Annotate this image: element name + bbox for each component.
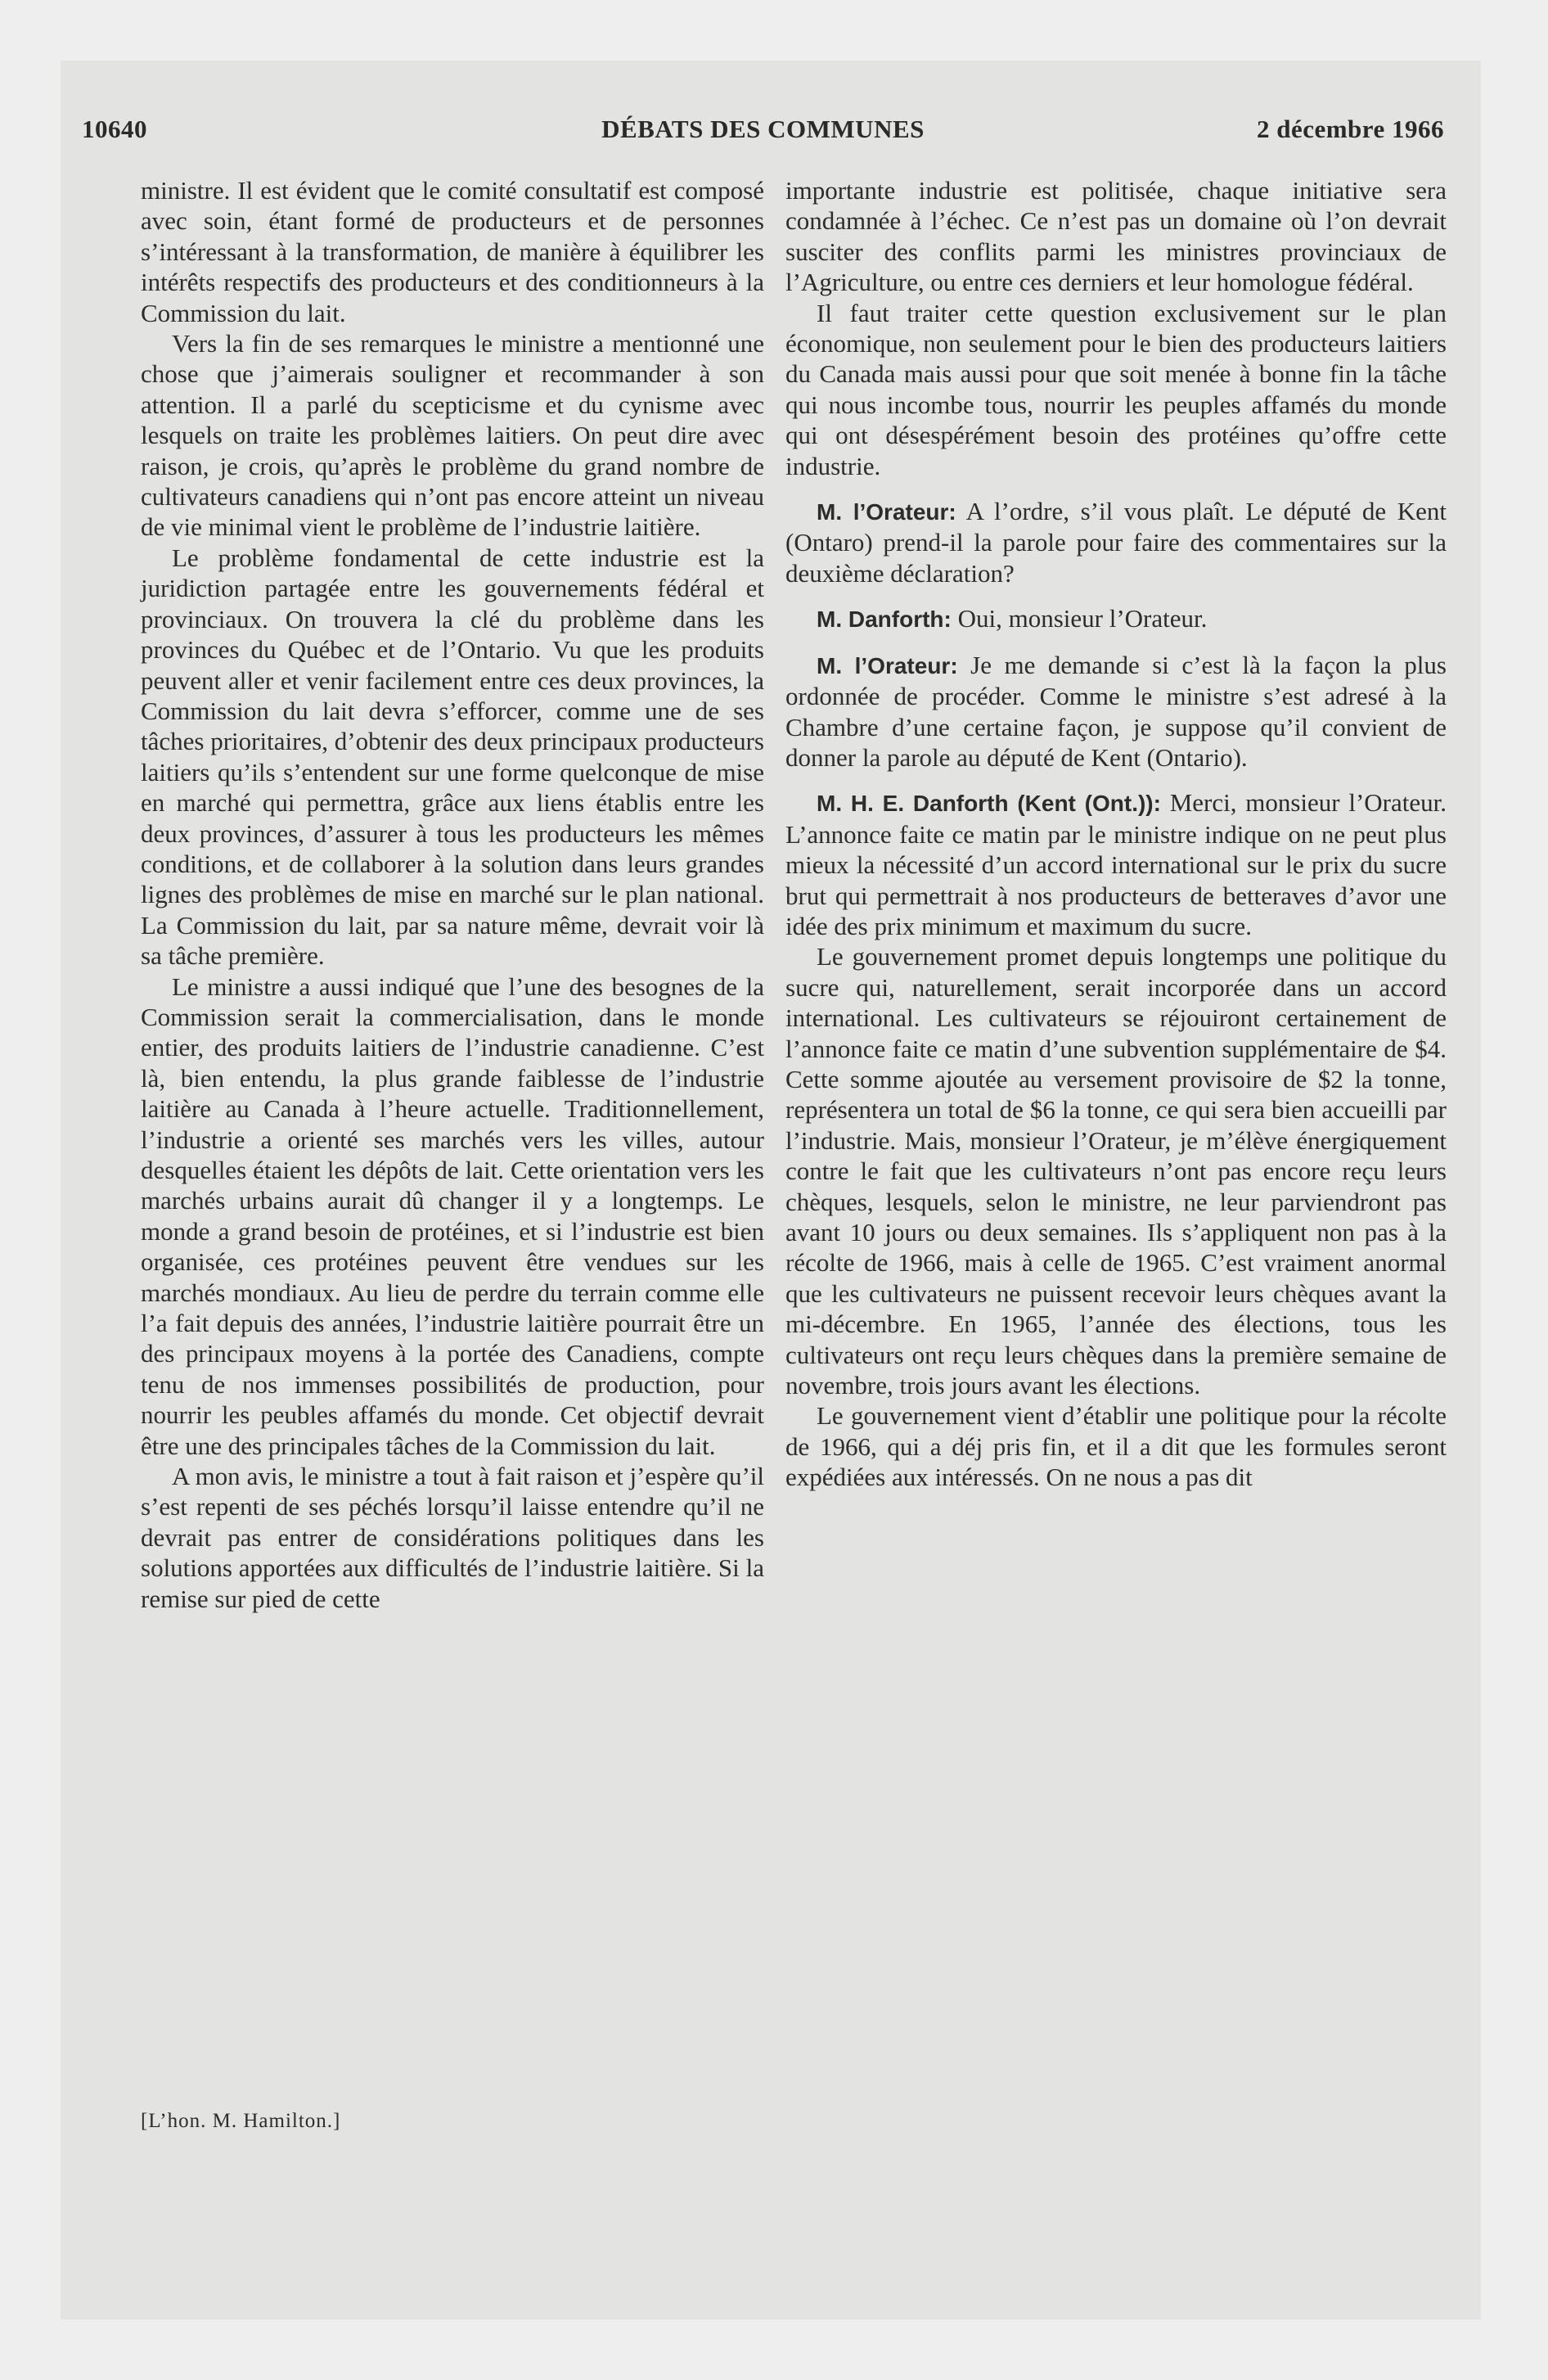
speech-paragraph bbox=[785, 650, 1447, 773]
page-date: 2 décembre 1966 bbox=[1256, 115, 1444, 143]
speech-text: A l’ordre, s’il vous plaît. Le député de Kent (Ontaro) prend-il la parole pour faire des commentaires sur la deuxième déclaration? bbox=[785, 497, 1447, 588]
speaker-name: M. Danforth: bbox=[817, 606, 952, 633]
paragraph: Le problème fondamental de cette industrie est la juridiction partagée entre les gouvernements fédéral et provinciaux. On trouvera la clé du problème dans les provinces du Québec et de l’Ontario. Vu que les produits peuvent aller et venir facilement entre ces deux provinces, la Commission du lait devra s’efforcer, comme une de ses tâches prioritaires, d’obtenir des deux principaux producteurs laitiers qu’ils s’entendent sur une forme quelconque de mise en marché qui permettra, grâce aux liens établis entre les deux provinces, d’assurer à tous les producteurs les mêmes conditions, et de collaborer à la solution dans leurs grandes lignes des problèmes de mise en marché sur le plan national. La Commission du lait, par sa nature même, devrait voir là sa tâche première. bbox=[141, 543, 764, 971]
page-number: 10640 bbox=[82, 115, 147, 143]
paragraph: ministre. Il est évident que le comité consultatif est composé avec soin, étant formé de producteurs et de personnes s’intéressant à la transformation, de manière à équilibrer les intérêts respectifs des producteurs et des conditionneurs à la Commission du lait. bbox=[141, 176, 764, 327]
paragraph: Vers la fin de ses remarques le ministre a mentionné une chose que j’aimerais souligner et recommander à son attention. Il a parlé du scepticisme et du cynisme avec lesquels on traite les problèmes laitiers. On peut dire avec raison, je crois, qu’après le problème du grand nombre de cultivateurs canadiens qui n’ont pas encore atteint un niveau de vie minimal vient le problème de l’industrie laitière. bbox=[141, 329, 764, 542]
speech-paragraph bbox=[785, 603, 1447, 634]
speech-text: Je me demande si c’est là la façon la plus ordonnée de procéder. Comme le ministre s’est adresé à la Chambre d’une certaine façon, je suppose qu’il convient de donner la parole au député de Kent (Ontario). bbox=[785, 650, 1447, 772]
publication-title: DÉBATS DES COMMUNES bbox=[601, 115, 925, 143]
paragraph: Le gouvernement promet depuis longtemps une politique du sucre qui, naturellement, serait incorporée dans un accord international. Les cultivateurs se réjouiront certainement de l’annonce faite ce matin d’une subvention supplémentaire de $4. Cette somme ajoutée au versement provisoire de $2 la tonne, représentera un total de $6 la tonne, ce qui sera bien accueilli par l’industrie. Mais, monsieur l’Orateur, je m’élève énergiquement contre le fait que les cultivateurs n’ont pas encore reçu leurs chèques, lesquels, selon le ministre, ne leur parviendront pas avant 10 jours ou deux semaines. Ils s’appliquent non pas à la récolte de 1966, mais à celle de 1965. C’est vraiment anormal que les cultivateurs ne puissent recevoir leurs chèques avant la mi-décembre. En 1965, l’année des élections, tous les cultivateurs ont reçu leurs chèques dans la première semaine de novembre, trois jours avant les élections. bbox=[785, 942, 1447, 1400]
speaker-footer: [L’hon. M. Hamilton.] bbox=[141, 2110, 341, 2132]
speech-text: Oui, monsieur l’Orateur. bbox=[951, 604, 1208, 633]
speaker-name: M. H. E. Danforth (Kent (Ont.)): bbox=[817, 791, 1161, 817]
paragraph: Le gouvernement vient d’établir une politique pour la récolte de 1966, qui a déj pris fin, et il a dit que les formules seront expédiées aux intéressés. On ne nous a pas dit bbox=[785, 1401, 1447, 1492]
paragraph: Le ministre a aussi indiqué que l’une des besognes de la Commission serait la commercialisation, dans le monde entier, des produits laitiers de l’industrie canadienne. C’est là, bien entendu, la plus grande faiblesse de l’industrie laitière au Canada à l’heure actuelle. Traditionnellement, l’industrie a orienté ses marchés vers les villes, autour desquelles étaient les dépôts de lait. Cette orientation vers les marchés urbains aurait dû changer il y a longtemps. Le monde a grand besoin de protéines, et si l’industrie est bien organisée, ces protéines peuvent être vendues sur les marchés mondiaux. Au lieu de perdre du terrain comme elle l’a fait depuis des années, l’industrie laitière pourrait être un des principaux moyens à la portée des Canadiens, compte tenu de nos immenses possibilités de production, pour nourrir les peubles affamés du monde. Cet objectif devrait être une des principales tâches de la Commission du lait. bbox=[141, 971, 764, 1460]
speaker-name: M. l’Orateur: bbox=[817, 652, 958, 678]
paragraph: importante industrie est politisée, chaque initiative sera condamnée à l’échec. Ce n’est pas un domaine où l’on devrait susciter des conflits parmi les ministres provinciaux de l’Agriculture, ou entre ces derniers et leur homologue fédéral. bbox=[785, 176, 1447, 297]
paragraph: A mon avis, le ministre a tout à fait raison et j’espère qu’il s’est repenti de ses péchés lorsqu’il laisse entendre qu’il ne devrait pas entrer de considérations politiques dans les solutions apportées aux difficultés de l’industrie laitière. Si la remise sur pied de cette bbox=[141, 1462, 764, 1613]
speech-paragraph bbox=[785, 496, 1447, 588]
page-header bbox=[82, 115, 1444, 147]
speech-paragraph bbox=[785, 787, 1447, 941]
speaker-name: M. l’Orateur: bbox=[817, 499, 956, 525]
paragraph: Il faut traiter cette question exclusivement sur le plan économique, non seulement pour le bien des producteurs laitiers du Canada mais aussi pour que soit menée à bonne fin la tâche qui nous incombe tous, nourrir les peuples affamés du monde qui ont désespérément besoin des protéines qu’offre cette industrie. bbox=[785, 298, 1447, 480]
left-column bbox=[141, 175, 764, 1614]
speech-text: Merci, monsieur l’Orateur. L’annonce faite ce matin par le ministre indique on ne peut plus mieux la nécessité d’un accord international sur le prix du sucre brut qui permettrait à nos producteurs de betteraves d’avor une idée des prix minimum et maximum du sucre. bbox=[785, 788, 1447, 940]
right-column bbox=[785, 175, 1447, 1493]
